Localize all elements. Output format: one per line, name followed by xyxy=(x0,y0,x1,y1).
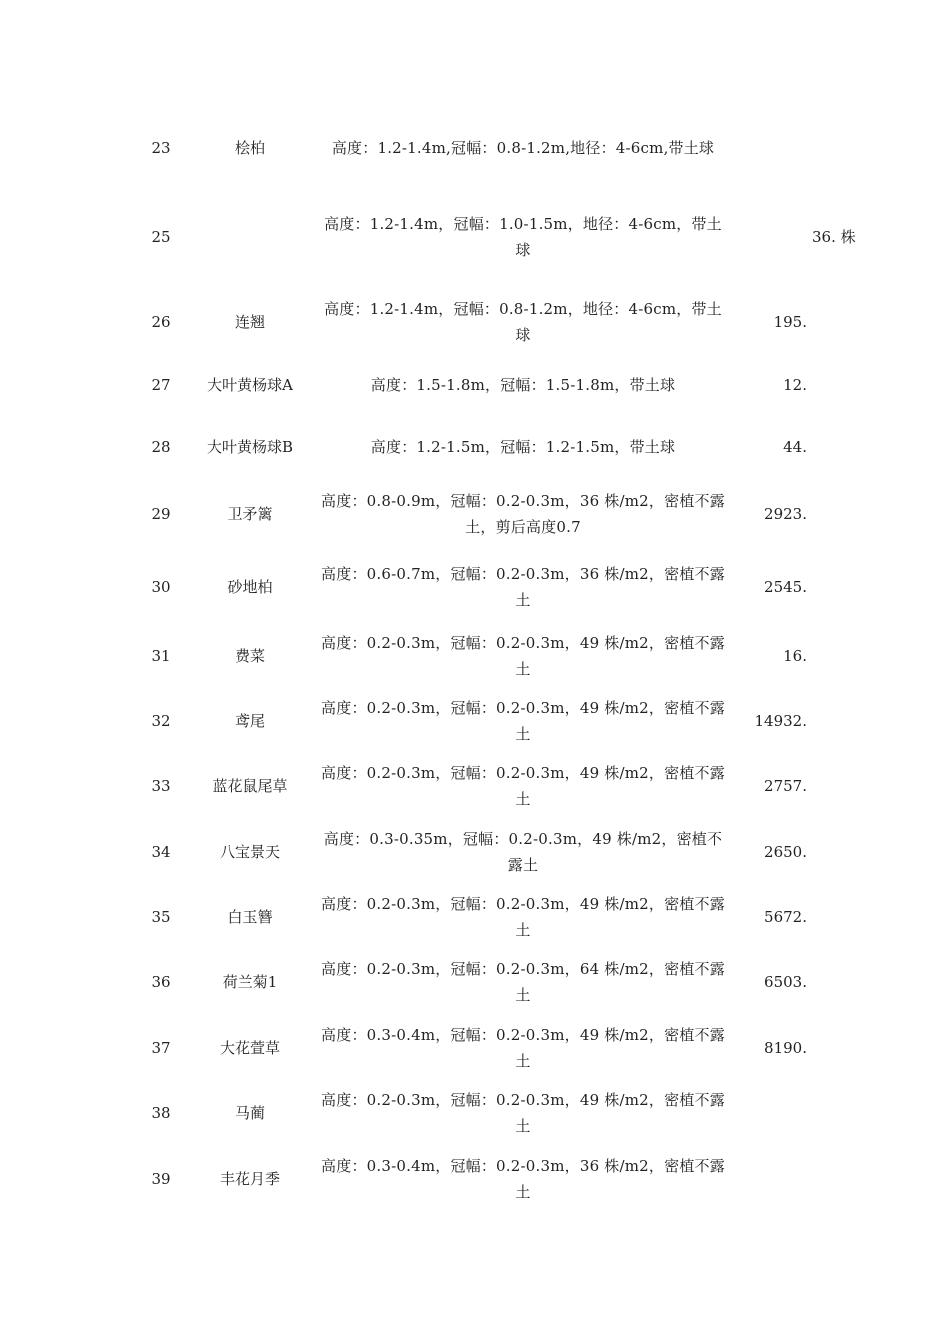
row-number: 32 xyxy=(151,712,171,730)
row-number: 23 xyxy=(151,139,171,157)
plant-spec: 高度：1.2-1.4m，冠幅：1.0-1.5m，地径：4-6cm，带土球 xyxy=(324,215,722,259)
table-row xyxy=(0,755,950,817)
table-row xyxy=(0,556,950,618)
plant-spec: 高度：1.2-1.5m，冠幅：1.2-1.5m，带土球 xyxy=(370,438,676,456)
quantity: 14932. xyxy=(754,712,807,730)
plant-name: 大叶黄杨球A xyxy=(207,376,293,394)
row-number: 30 xyxy=(151,578,171,596)
plant-spec: 高度：0.2-0.3m，冠幅：0.2-0.3m，49 株/m2，密植不露土 xyxy=(321,1091,725,1135)
plant-spec: 高度：0.3-0.4m，冠幅：0.2-0.3m，36 株/m2，密植不露土 xyxy=(321,1157,725,1201)
quantity: 16. xyxy=(783,647,807,665)
table-row xyxy=(0,951,950,1013)
row-number: 29 xyxy=(151,505,171,523)
table-row xyxy=(0,1082,950,1144)
plant-name: 连翘 xyxy=(234,313,265,331)
plant-spec: 高度：0.2-0.3m，冠幅：0.2-0.3m，64 株/m2，密植不露土 xyxy=(321,960,725,1004)
plant-spec: 高度：0.2-0.3m，冠幅：0.2-0.3m，49 株/m2，密植不露土 xyxy=(321,699,725,743)
table-row xyxy=(0,1148,950,1210)
row-number: 28 xyxy=(151,438,171,456)
table-row xyxy=(0,690,950,752)
table-row xyxy=(0,1017,950,1079)
plant-spec: 高度：0.8-0.9m，冠幅：0.2-0.3m，36 株/m2，密植不露土，剪后高度0.7 xyxy=(321,492,725,536)
plant-name: 八宝景天 xyxy=(219,843,280,861)
quantity: 6503. xyxy=(764,973,807,991)
plant-spec: 高度：0.3-0.4m，冠幅：0.2-0.3m，49 株/m2，密植不露土 xyxy=(321,1026,725,1070)
quantity: 5672. xyxy=(764,908,807,926)
row-number: 27 xyxy=(151,376,171,394)
unit: 36. 株 xyxy=(812,228,856,246)
table-row xyxy=(0,354,950,416)
row-number: 37 xyxy=(151,1039,171,1057)
quantity: 8190. xyxy=(764,1039,807,1057)
plant-name: 桧柏 xyxy=(234,139,265,157)
table-row xyxy=(0,416,950,478)
row-number: 33 xyxy=(151,777,171,795)
plant-spec: 高度：0.2-0.3m，冠幅：0.2-0.3m，49 株/m2，密植不露土 xyxy=(321,895,725,939)
row-number: 25 xyxy=(151,228,171,246)
plant-name: 砂地柏 xyxy=(227,578,273,596)
table-row xyxy=(0,625,950,687)
row-number: 39 xyxy=(151,1170,171,1188)
plant-name: 鸢尾 xyxy=(234,712,265,730)
plant-name: 蓝花鼠尾草 xyxy=(212,777,288,795)
quantity: 12. xyxy=(783,376,807,394)
table-row xyxy=(0,206,950,268)
row-number: 26 xyxy=(151,313,171,331)
table-row xyxy=(0,483,950,545)
plant-spec: 高度：0.3-0.35m，冠幅：0.2-0.3m，49 株/m2，密植不露土 xyxy=(323,830,723,874)
table-row xyxy=(0,291,950,353)
quantity: 2545. xyxy=(764,578,807,596)
plant-name: 丰花月季 xyxy=(219,1170,280,1188)
row-number: 38 xyxy=(151,1104,171,1122)
plant-name: 卫矛篱 xyxy=(227,505,273,523)
plant-name: 大叶黄杨球B xyxy=(206,438,294,456)
row-number: 34 xyxy=(151,843,171,861)
plant-spec: 高度：1.2-1.4m，冠幅：0.8-1.2m，地径：4-6cm，带土球 xyxy=(324,300,722,344)
quantity: 195. xyxy=(773,313,807,331)
plant-spec: 高度：0.6-0.7m，冠幅：0.2-0.3m，36 株/m2，密植不露土 xyxy=(321,565,725,609)
quantity: 44. xyxy=(783,438,807,456)
plant-spec: 高度：0.2-0.3m，冠幅：0.2-0.3m，49 株/m2，密植不露土 xyxy=(321,764,725,808)
table-row xyxy=(0,886,950,948)
row-number: 36 xyxy=(151,973,171,991)
table-row xyxy=(0,117,950,179)
plant-name: 马蔺 xyxy=(234,1104,265,1122)
plant-name: 荷兰菊1 xyxy=(222,973,278,991)
plant-name: 大花萱草 xyxy=(219,1039,280,1057)
quantity: 2757. xyxy=(764,777,807,795)
plant-name: 白玉簪 xyxy=(227,908,273,926)
plant-spec: 高度：1.5-1.8m，冠幅：1.5-1.8m，带土球 xyxy=(370,376,676,394)
plant-spec: 高度：0.2-0.3m，冠幅：0.2-0.3m，49 株/m2，密植不露土 xyxy=(321,634,725,678)
quantity: 2923. xyxy=(764,505,807,523)
quantity: 2650. xyxy=(764,843,807,861)
table-row xyxy=(0,821,950,883)
plant-name: 费菜 xyxy=(234,647,265,665)
plant-spec: 高度：1.2-1.4m,冠幅：0.8-1.2m,地径：4-6cm,带土球 xyxy=(331,139,715,157)
row-number: 31 xyxy=(151,647,171,665)
row-number: 35 xyxy=(151,908,171,926)
